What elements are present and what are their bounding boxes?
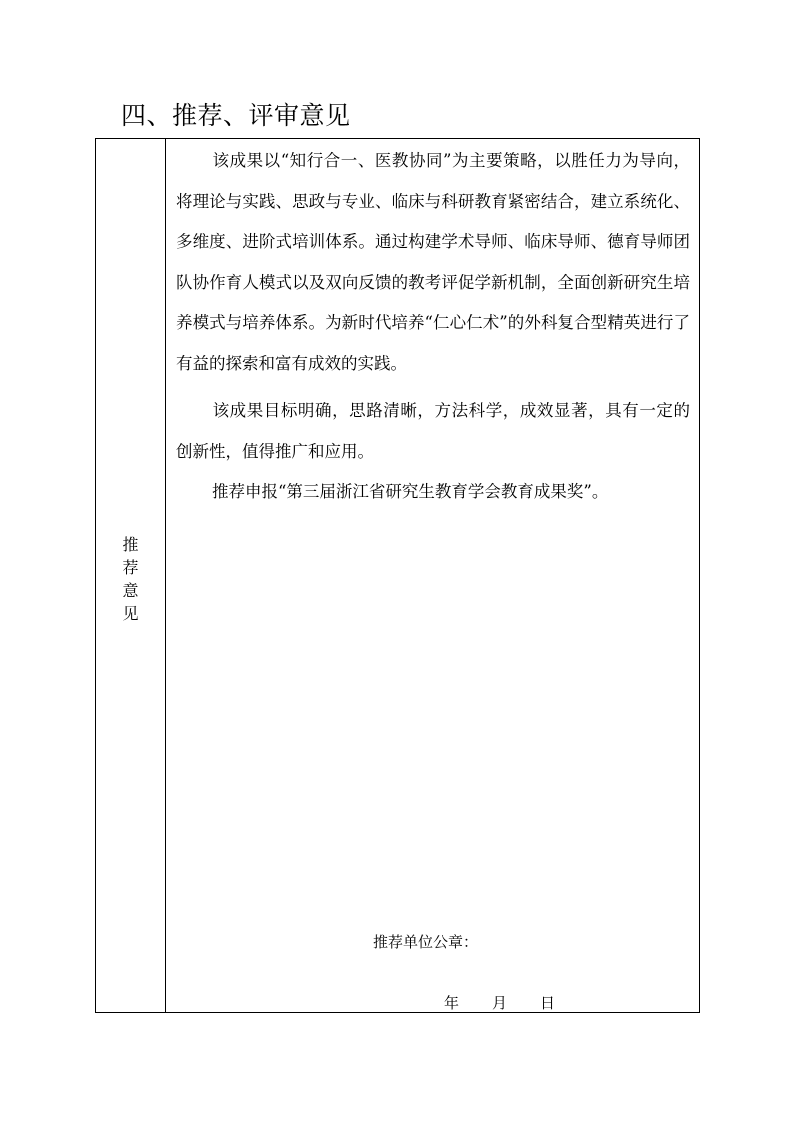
- label-char: 见: [122, 604, 139, 623]
- seal-label: 推荐单位公章：: [373, 933, 479, 951]
- opinion-paragraph-2: [176, 391, 690, 472]
- label-char: 意: [122, 581, 139, 600]
- opinion-text: 该成果以“知行合一、医教协同”为主要策略，以胜任力为导向，将理论与实践、思政与专业、临床与科研教育紧密结合，建立系统化、多维度、进阶式培训体系。通过构建学术导师、临床导师、德育导师团队协作育人模式以及双向反馈的教考评促学新机制，全面创新研究生培养模式与培养体系。为新时代培养“仁心仁术”的外科复合型精英进行了有益的探索和富有成效的实践。: [176, 151, 690, 373]
- date-line: [444, 992, 555, 1013]
- section-title: 四、推荐、评审意见: [121, 101, 351, 130]
- row-label-recommendation-opinion: [96, 533, 165, 625]
- date-month: 月: [492, 994, 508, 1012]
- opinion-content-cell: [166, 139, 699, 1012]
- opinion-paragraph-3: [176, 472, 690, 513]
- recommendation-table: [95, 138, 700, 1013]
- opinion-text: 该成果目标明确，思路清晰，方法科学，成效显著，具有一定的创新性，值得推广和应用。: [176, 401, 690, 461]
- label-char: 荐: [122, 558, 139, 577]
- date-year: 年: [444, 994, 460, 1012]
- opinion-paragraph-1: [176, 141, 690, 384]
- date-day: 日: [540, 994, 556, 1012]
- label-column: [96, 139, 166, 1012]
- opinion-text: 推荐申报“第三届浙江省研究生教育学会教育成果奖”。: [212, 482, 609, 501]
- label-char: 推: [122, 535, 139, 554]
